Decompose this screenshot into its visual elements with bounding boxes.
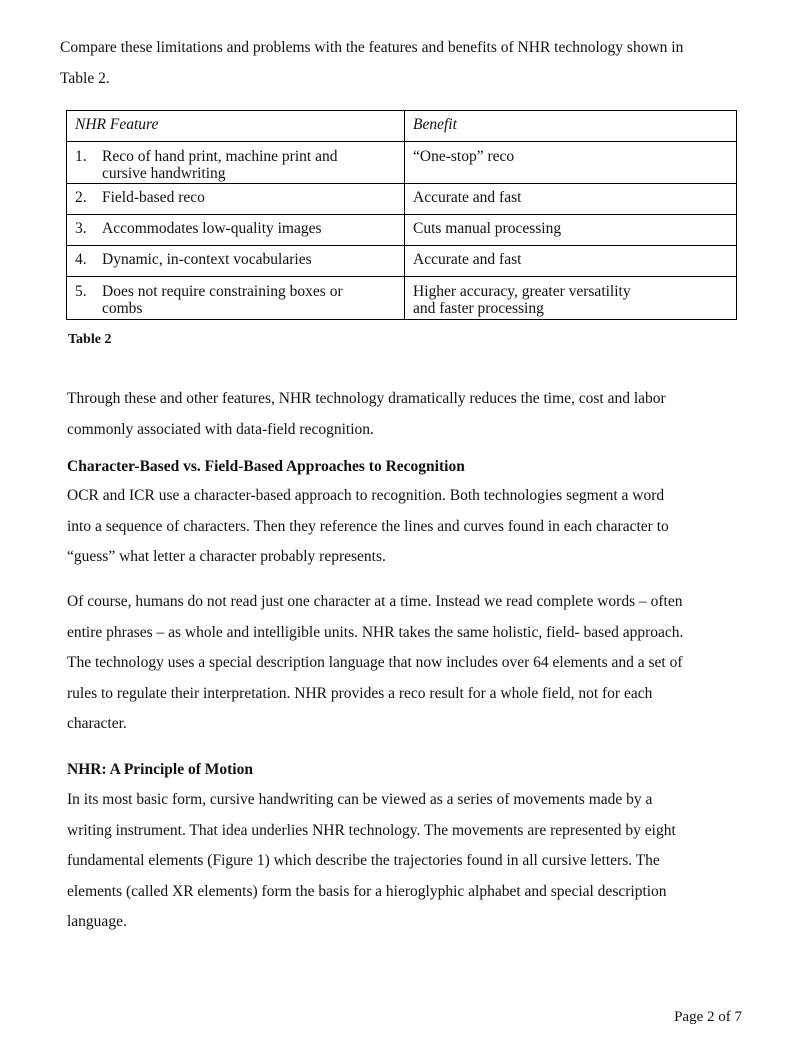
benefit-cell	[405, 277, 737, 320]
benefit-cell	[405, 142, 737, 184]
section-heading-approaches: Character-Based vs. Field-Based Approaches to Recognition	[67, 458, 465, 475]
table-row	[67, 277, 737, 320]
row-number: 1.	[75, 148, 87, 165]
table-row	[67, 246, 737, 277]
feature-cell	[67, 277, 405, 320]
benefit-cell	[405, 246, 737, 277]
feature-text: cursive handwriting	[102, 165, 226, 182]
feature-cell	[67, 184, 405, 215]
paragraph-line: “guess” what letter a character probably represents.	[67, 548, 386, 565]
paragraph-line: In its most basic form, cursive handwriting can be viewed as a series of movements made by a	[67, 791, 653, 808]
feature-cell	[67, 142, 405, 184]
table-row	[67, 184, 737, 215]
paragraph-character-based	[67, 481, 747, 573]
paragraph-line: language.	[67, 913, 127, 930]
row-number: 5.	[75, 283, 87, 300]
paragraph-line: rules to regulate their interpretation. NHR provides a reco result for a whole field, not for each	[67, 684, 653, 702]
table-row	[67, 215, 737, 246]
paragraph-line: commonly associated with data-field recognition.	[67, 420, 374, 438]
header-feature: NHR Feature	[75, 116, 159, 133]
row-number: 4.	[75, 251, 87, 268]
paragraph-line: character.	[67, 715, 127, 732]
intro-paragraph	[60, 32, 750, 94]
benefit-text: Accurate and fast	[413, 189, 522, 206]
paragraph-line: entire phrases – as whole and intelligible units. NHR takes the same holistic, field- based approach.	[67, 623, 684, 641]
features-benefits-table	[66, 110, 737, 320]
benefit-text: and faster processing	[413, 300, 544, 317]
section-heading-motion: NHR: A Principle of Motion	[67, 761, 253, 778]
feature-text: Field-based reco	[102, 189, 205, 206]
paragraph-line: into a sequence of characters. Then they reference the lines and curves found in each character to	[67, 517, 669, 535]
header-benefit: Benefit	[413, 116, 457, 133]
paragraph-line: fundamental elements (Figure 1) which describe the trajectories found in all cursive letters. The	[67, 852, 660, 869]
benefit-text: Accurate and fast	[413, 251, 522, 268]
benefit-text: “One-stop” reco	[413, 148, 515, 165]
row-number: 3.	[75, 220, 87, 237]
paragraph-line: elements (called XR elements) form the basis for a hieroglyphic alphabet and special description	[67, 882, 667, 900]
paragraph-line: writing instrument. That idea underlies NHR technology. The movements are represented by eight	[67, 821, 676, 839]
paragraph-holistic	[67, 587, 747, 740]
paragraph-line: The technology uses a special description language that now includes over 64 elements and a set of	[67, 654, 683, 671]
intro-line: Compare these limitations and problems with the features and benefits of NHR technology shown in	[60, 39, 684, 56]
table-caption: Table 2	[68, 332, 112, 347]
feature-text: Accommodates low-quality images	[102, 220, 322, 237]
feature-text: combs	[102, 300, 143, 317]
feature-cell	[67, 246, 405, 277]
benefit-text: Higher accuracy, greater versatility	[413, 283, 631, 300]
benefit-text: Cuts manual processing	[413, 220, 562, 237]
intro-line: Table 2.	[60, 70, 110, 87]
paragraph-line: OCR and ICR use a character-based approach to recognition. Both technologies segment a word	[67, 487, 665, 504]
benefit-cell	[405, 215, 737, 246]
paragraph-features-summary	[67, 384, 747, 445]
feature-cell	[67, 215, 405, 246]
table-header-cell	[67, 111, 405, 142]
feature-text: Reco of hand print, machine print and	[102, 148, 338, 165]
row-number: 2.	[75, 189, 87, 206]
table-row	[67, 142, 737, 184]
feature-text: Dynamic, in-context vocabularies	[102, 251, 312, 268]
feature-text: Does not require constraining boxes or	[102, 283, 343, 300]
paragraph-line: Through these and other features, NHR technology dramatically reduces the time, cost and labor	[67, 390, 666, 407]
table-header-cell	[405, 111, 737, 142]
table-header-row	[67, 111, 737, 142]
paragraph-line: Of course, humans do not read just one character at a time. Instead we read complete words – often	[67, 593, 683, 610]
benefit-cell	[405, 184, 737, 215]
page-number: Page 2 of 7	[674, 1009, 742, 1025]
paragraph-principle-of-motion	[67, 785, 747, 938]
